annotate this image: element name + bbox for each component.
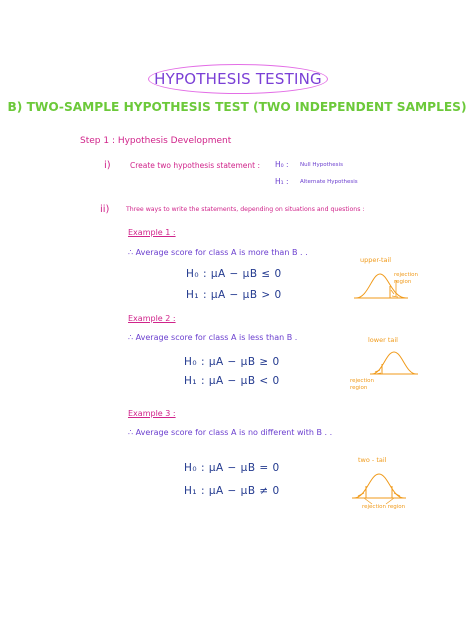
example-2-region-label: rejection region xyxy=(350,378,374,391)
h0-description: Null Hypothesis xyxy=(300,162,343,168)
h1-description: Alternate Hypothesis xyxy=(300,179,358,185)
example-3-region-label: rejection region xyxy=(362,504,406,510)
example-1-sentence: ∴ Average score for class A is more than B . . xyxy=(128,248,308,257)
step-heading: Step 1 : Hypothesis Development xyxy=(80,136,232,146)
example-2-h1: H₁ : μA − μB < 0 xyxy=(184,375,280,387)
example-3-h0: H₀ : μA − μB = 0 xyxy=(184,462,280,474)
example-1-h0: H₀ : μA − μB ≤ 0 xyxy=(186,268,282,280)
two-tail-curve-icon xyxy=(352,470,408,502)
example-3-h1: H₁ : μA − μB ≠ 0 xyxy=(184,485,280,497)
example-3-tail-label: two - tail xyxy=(358,456,387,464)
part-ii-text: Three ways to write the statements, depending on situations and questions : xyxy=(126,206,365,213)
example-1-label: Example 1 : xyxy=(128,228,176,237)
lower-tail-curve-icon xyxy=(370,348,420,378)
example-1-region-label: rejection region xyxy=(394,272,418,285)
example-2-h0: H₀ : μA − μB ≥ 0 xyxy=(184,356,280,368)
part-ii-numeral: ii) xyxy=(100,204,110,215)
example-1-tail-label: upper-tail xyxy=(360,256,392,264)
page-title: HYPOTHESIS TESTING xyxy=(154,70,322,88)
example-2-tail-label: lower tail xyxy=(368,336,398,344)
example-2-label: Example 2 : xyxy=(128,314,176,323)
part-i-numeral: i) xyxy=(104,160,111,171)
h1-label: H₁ : xyxy=(275,177,289,186)
example-1-h1: H₁ : μA − μB > 0 xyxy=(186,289,282,301)
section-subtitle: B) TWO-SAMPLE HYPOTHESIS TEST (TWO INDEPENDENT SAMPLES) xyxy=(7,100,467,114)
example-3-sentence: ∴ Average score for class A is no different with B . . xyxy=(128,428,333,437)
example-2-sentence: ∴ Average score for class A is less than B . xyxy=(128,333,298,342)
upper-tail-curve-icon xyxy=(352,270,412,302)
part-i-text: Create two hypothesis statement : xyxy=(130,161,261,170)
h0-label: H₀ : xyxy=(275,160,289,169)
example-3-label: Example 3 : xyxy=(128,409,176,418)
